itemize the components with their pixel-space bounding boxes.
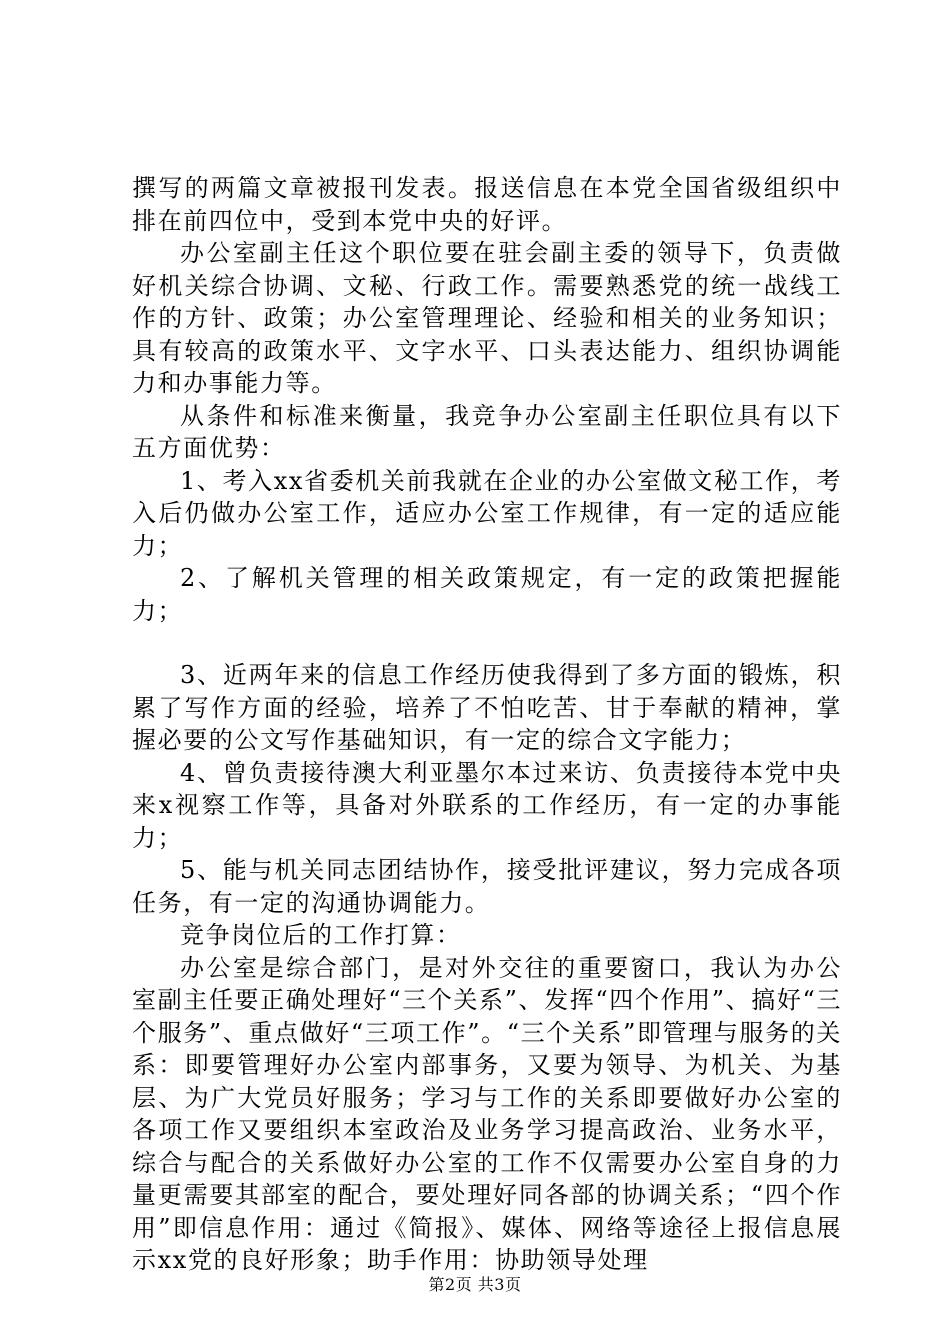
paragraph-gap: [132, 627, 842, 659]
paragraph-5: 2、了解机关管理的相关政策规定，有一定的政策把握能力；: [132, 564, 842, 625]
paragraph-6: 3、近两年来的信息工作经历使我得到了多方面的锻炼，积累了写作方面的经验，培养了不怕吃苦、甘于奉献的精神，掌握必要的公文写作基础知识，有一定的综合文字能力；: [132, 661, 842, 754]
paragraph-2: 办公室副主任这个职位要在驻会副主委的领导下，负责做好机关综合协调、文秘、行政工作。需要熟悉党的统一战线工作的方针、政策；办公室管理理论、经验和相关的业务知识；具有较高的政策水平、文字水平、口头表达能力、组织协调能力和办事能力等。: [132, 239, 842, 397]
paragraph-7: 4、曾负责接待澳大利亚墨尔本过来访、负责接待本党中央来x视察工作等，具备对外联系的工作经历，有一定的办事能力；: [132, 758, 842, 852]
paragraph-8: 5、能与机关同志团结协作，接受批评建议，努力完成各项任务，有一定的沟通协调能力。: [132, 856, 842, 917]
paragraph-9: 竞争岗位后的工作打算：: [180, 921, 462, 949]
paragraph-1: 撰写的两篇文章被报刊发表。报送信息在本党全国省级组织中排在前四位中，受到本党中央的好评。: [132, 174, 842, 235]
paragraph-3: 从条件和标准来衡量，我竞争办公室副主任职位具有以下五方面优势：: [132, 401, 842, 462]
paragraph-4: 1、考入xx省委机关前我就在企业的办公室做文秘工作，考入后仍做办公室工作，适应办公室工作规律，有一定的适应能力；: [132, 466, 842, 560]
page-footer: 第2页 共3页: [428, 1275, 522, 1294]
paragraph-10: 办公室是综合部门，是对外交往的重要窗口，我认为办公室副主任要正确处理好“三个关系”、发挥“四个作用”、搞好“三个服务”、重点做好“三项工作”。“三个关系”即管理与服务的关系：即要管理好办公室内部事务，又要为领导、为机关、为基层、为广大党员好服务；学习与工作的关系即要做好办公室的各项工作又要组织本室政治及业务学习提高政治、业务水平，综合与配合的关系做好办公室的工作不仅需要办公室自身的力量更需要其部室的配合，要处理好同各部的协调关系；“四个作用”即信息作用：通过《简报》、媒体、网络等途径上报信息展示xx党的良好形象；助手作用：协助领导处理: [132, 953, 842, 1274]
document-body: [132, 172, 842, 1277]
